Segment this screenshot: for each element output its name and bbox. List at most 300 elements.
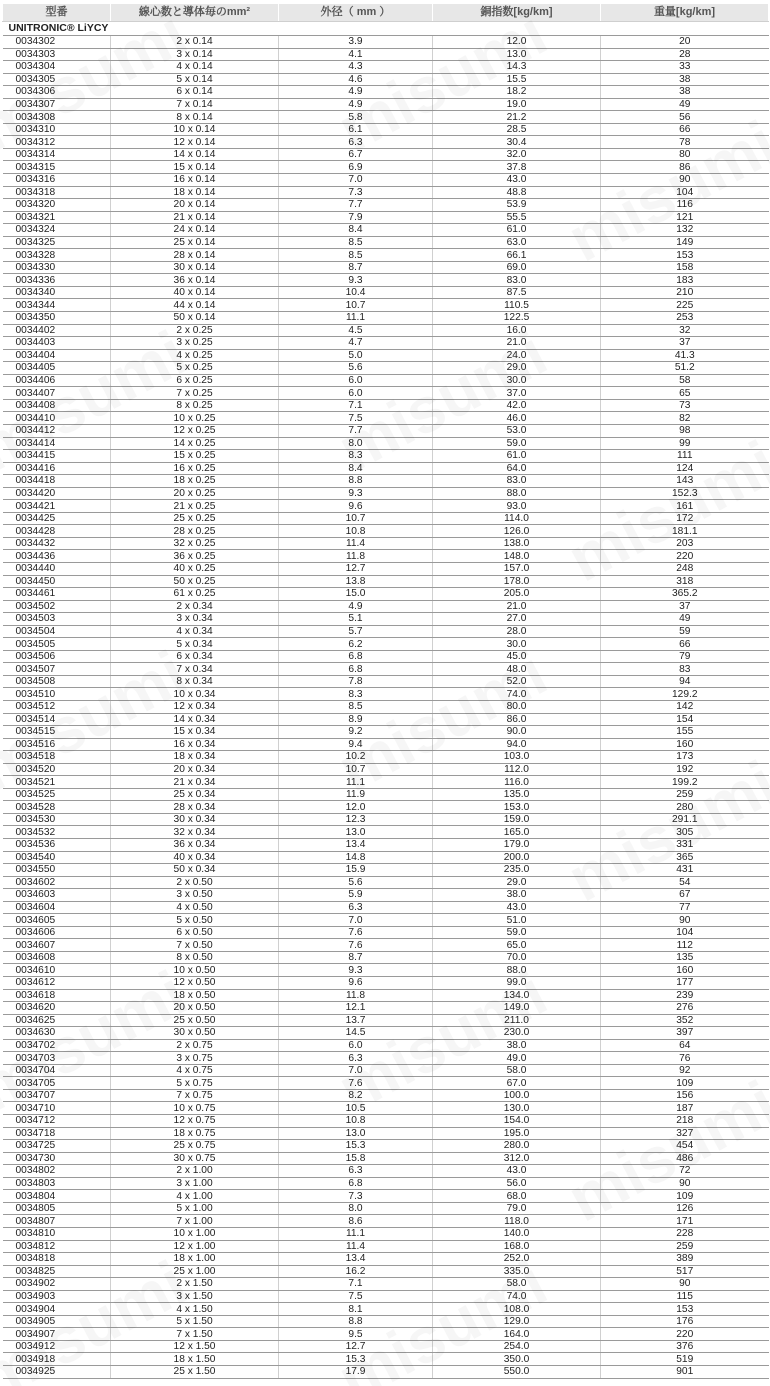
table-row [3,650,769,663]
cell-part-number: 0034515 [3,726,111,739]
table-row [3,500,769,513]
cell-weight: 73 [601,399,769,412]
header-weight: 重量[kg/km] [601,4,769,22]
cell-weight: 86 [601,161,769,174]
table-row [3,362,769,375]
table-row [3,1014,769,1027]
cell-part-number: 0034710 [3,1102,111,1115]
cell-cores: 7 x 1.50 [111,1328,279,1341]
cell-copper-index: 52.0 [433,675,601,688]
cell-outer-diameter: 13.0 [279,1127,433,1140]
cell-outer-diameter: 7.1 [279,399,433,412]
cell-part-number: 0034324 [3,224,111,237]
cell-part-number: 0034730 [3,1152,111,1165]
table-row [3,61,769,74]
cell-copper-index: 83.0 [433,475,601,488]
table-row [3,1278,769,1291]
cell-cores: 8 x 0.14 [111,111,279,124]
cell-copper-index: 164.0 [433,1328,601,1341]
cell-outer-diameter: 15.8 [279,1152,433,1165]
cell-outer-diameter: 11.8 [279,989,433,1002]
cell-weight: 90 [601,1177,769,1190]
cell-outer-diameter: 8.5 [279,700,433,713]
cell-weight: 65 [601,387,769,400]
cell-copper-index: 118.0 [433,1215,601,1228]
cell-outer-diameter: 8.0 [279,1202,433,1215]
cell-weight: 79 [601,650,769,663]
cell-weight: 153 [601,1303,769,1316]
cell-cores: 2 x 0.75 [111,1039,279,1052]
cell-cores: 14 x 0.14 [111,148,279,161]
cell-weight: 135 [601,951,769,964]
cell-cores: 3 x 0.50 [111,889,279,902]
cell-outer-diameter: 11.1 [279,312,433,325]
cell-cores: 5 x 0.25 [111,362,279,375]
cell-cores: 50 x 0.25 [111,575,279,588]
cell-cores: 15 x 0.25 [111,450,279,463]
cell-weight: 171 [601,1215,769,1228]
cell-weight: 132 [601,224,769,237]
cell-cores: 25 x 1.00 [111,1265,279,1278]
cell-weight: 248 [601,562,769,575]
cell-copper-index: 86.0 [433,713,601,726]
cell-cores: 3 x 0.25 [111,337,279,350]
cell-weight: 51.2 [601,362,769,375]
cell-copper-index: 28.5 [433,123,601,136]
table-row [3,1002,769,1015]
table-row [3,1165,769,1178]
cell-outer-diameter: 9.3 [279,274,433,287]
cable-spec-table [2,4,769,1379]
cell-outer-diameter: 8.0 [279,437,433,450]
cell-copper-index: 55.5 [433,211,601,224]
cell-cores: 8 x 0.34 [111,675,279,688]
cell-part-number: 0034912 [3,1340,111,1353]
cell-cores: 3 x 0.75 [111,1052,279,1065]
cell-part-number: 0034802 [3,1165,111,1178]
cell-weight: 161 [601,500,769,513]
cell-weight: 82 [601,412,769,425]
cell-weight: 431 [601,864,769,877]
cell-copper-index: 74.0 [433,688,601,701]
cell-cores: 10 x 0.50 [111,964,279,977]
cell-part-number: 0034907 [3,1328,111,1341]
cell-part-number: 0034505 [3,638,111,651]
cell-part-number: 0034514 [3,713,111,726]
cell-part-number: 0034516 [3,738,111,751]
cell-weight: 228 [601,1227,769,1240]
cell-cores: 10 x 0.25 [111,412,279,425]
cell-copper-index: 13.0 [433,48,601,61]
cell-part-number: 0034520 [3,763,111,776]
cell-part-number: 0034550 [3,864,111,877]
cell-copper-index: 312.0 [433,1152,601,1165]
cell-weight: 28 [601,48,769,61]
table-row [3,738,769,751]
cell-cores: 18 x 1.00 [111,1253,279,1266]
table-row [3,1265,769,1278]
cell-copper-index: 88.0 [433,964,601,977]
cell-outer-diameter: 13.4 [279,1253,433,1266]
table-row [3,512,769,525]
cell-part-number: 0034403 [3,337,111,350]
cell-cores: 12 x 1.00 [111,1240,279,1253]
cell-part-number: 0034502 [3,600,111,613]
cell-outer-diameter: 6.8 [279,663,433,676]
cell-outer-diameter: 7.6 [279,1077,433,1090]
cell-outer-diameter: 7.1 [279,1278,433,1291]
cell-part-number: 0034328 [3,249,111,262]
table-row [3,751,769,764]
cell-part-number: 0034902 [3,1278,111,1291]
cell-weight: 183 [601,274,769,287]
cell-cores: 7 x 0.14 [111,98,279,111]
cell-weight: 116 [601,199,769,212]
cell-outer-diameter: 8.4 [279,224,433,237]
cell-weight: 176 [601,1315,769,1328]
cell-copper-index: 12.0 [433,36,601,49]
table-row [3,36,769,49]
cell-part-number: 0034807 [3,1215,111,1228]
cell-copper-index: 69.0 [433,261,601,274]
cell-outer-diameter: 10.7 [279,763,433,776]
cell-cores: 10 x 0.75 [111,1102,279,1115]
cell-weight: 56 [601,111,769,124]
table-row [3,1190,769,1203]
cell-cores: 5 x 0.14 [111,73,279,86]
cell-part-number: 0034607 [3,939,111,952]
cell-outer-diameter: 6.3 [279,1165,433,1178]
cell-weight: 187 [601,1102,769,1115]
table-row [3,1340,769,1353]
cell-weight: 153 [601,249,769,262]
cell-part-number: 0034532 [3,826,111,839]
cell-outer-diameter: 5.9 [279,889,433,902]
table-row [3,688,769,701]
cell-cores: 16 x 0.14 [111,174,279,187]
cell-cores: 2 x 0.25 [111,324,279,337]
table-row [3,199,769,212]
cell-cores: 4 x 0.25 [111,349,279,362]
cell-cores: 12 x 0.75 [111,1115,279,1128]
cell-copper-index: 38.0 [433,1039,601,1052]
table-row [3,437,769,450]
cell-cores: 4 x 0.14 [111,61,279,74]
cell-part-number: 0034340 [3,286,111,299]
cell-outer-diameter: 7.3 [279,1190,433,1203]
table-row [3,726,769,739]
cell-cores: 4 x 0.34 [111,625,279,638]
cell-outer-diameter: 6.3 [279,1052,433,1065]
cell-cores: 20 x 0.25 [111,487,279,500]
table-row [3,475,769,488]
cell-copper-index: 157.0 [433,562,601,575]
cell-outer-diameter: 5.1 [279,613,433,626]
cell-outer-diameter: 6.0 [279,1039,433,1052]
cell-weight: 41.3 [601,349,769,362]
header-cores-cross-section: 線心数と導体毎のmm² [111,4,279,22]
cell-cores: 3 x 0.14 [111,48,279,61]
cell-copper-index: 14.3 [433,61,601,74]
cell-copper-index: 112.0 [433,763,601,776]
cell-part-number: 0034510 [3,688,111,701]
cell-copper-index: 53.0 [433,424,601,437]
cell-copper-index: 140.0 [433,1227,601,1240]
table-row [3,450,769,463]
cell-cores: 25 x 0.34 [111,788,279,801]
cell-weight: 181.1 [601,525,769,538]
cell-cores: 10 x 1.00 [111,1227,279,1240]
table-row [3,675,769,688]
cell-copper-index: 178.0 [433,575,601,588]
cell-weight: 32 [601,324,769,337]
table-row [3,801,769,814]
cell-copper-index: 51.0 [433,914,601,927]
cell-outer-diameter: 7.5 [279,412,433,425]
table-header-row [3,4,769,22]
table-row [3,274,769,287]
table-row [3,613,769,626]
table-row [3,224,769,237]
cell-part-number: 0034605 [3,914,111,927]
cell-outer-diameter: 4.1 [279,48,433,61]
table-row [3,914,769,927]
cell-weight: 155 [601,726,769,739]
cell-copper-index: 93.0 [433,500,601,513]
table-row [3,161,769,174]
cell-cores: 18 x 0.34 [111,751,279,764]
cell-weight: 109 [601,1077,769,1090]
cell-cores: 7 x 0.34 [111,663,279,676]
cell-weight: 152.3 [601,487,769,500]
cell-weight: 376 [601,1340,769,1353]
cell-part-number: 0034350 [3,312,111,325]
cell-part-number: 0034540 [3,851,111,864]
cell-outer-diameter: 15.9 [279,864,433,877]
cell-part-number: 0034508 [3,675,111,688]
cell-cores: 24 x 0.14 [111,224,279,237]
spec-table-page [0,4,770,1386]
cell-part-number: 0034412 [3,424,111,437]
cell-copper-index: 32.0 [433,148,601,161]
cell-copper-index: 159.0 [433,813,601,826]
cell-part-number: 0034536 [3,839,111,852]
cell-outer-diameter: 14.8 [279,851,433,864]
table-row [3,951,769,964]
cell-part-number: 0034610 [3,964,111,977]
cell-outer-diameter: 17.9 [279,1365,433,1378]
table-row [3,412,769,425]
cell-copper-index: 100.0 [433,1089,601,1102]
table-row [3,387,769,400]
cell-part-number: 0034330 [3,261,111,274]
cell-weight: 126 [601,1202,769,1215]
cell-weight: 104 [601,926,769,939]
cell-copper-index: 254.0 [433,1340,601,1353]
cell-outer-diameter: 7.6 [279,939,433,952]
cell-part-number: 0034818 [3,1253,111,1266]
cell-part-number: 0034504 [3,625,111,638]
cell-part-number: 0034925 [3,1365,111,1378]
cell-weight: 218 [601,1115,769,1128]
cell-part-number: 0034507 [3,663,111,676]
cell-outer-diameter: 4.3 [279,61,433,74]
cell-cores: 25 x 1.50 [111,1365,279,1378]
table-row [3,349,769,362]
table-row [3,174,769,187]
cell-outer-diameter: 4.6 [279,73,433,86]
cell-part-number: 0034620 [3,1002,111,1015]
cell-cores: 16 x 0.25 [111,462,279,475]
cell-weight: 318 [601,575,769,588]
cell-part-number: 0034308 [3,111,111,124]
table-row [3,261,769,274]
cell-cores: 12 x 0.14 [111,136,279,149]
cell-cores: 18 x 0.25 [111,475,279,488]
cell-outer-diameter: 6.7 [279,148,433,161]
cell-weight: 199.2 [601,776,769,789]
cell-part-number: 0034905 [3,1315,111,1328]
cell-outer-diameter: 11.4 [279,1240,433,1253]
cell-cores: 2 x 1.50 [111,1278,279,1291]
cell-cores: 8 x 0.50 [111,951,279,964]
cell-part-number: 0034314 [3,148,111,161]
cell-copper-index: 68.0 [433,1190,601,1203]
cell-weight: 83 [601,663,769,676]
cell-outer-diameter: 8.6 [279,1215,433,1228]
cell-outer-diameter: 6.9 [279,161,433,174]
cell-cores: 10 x 0.34 [111,688,279,701]
cell-outer-diameter: 5.6 [279,876,433,889]
cell-outer-diameter: 11.9 [279,788,433,801]
cell-weight: 64 [601,1039,769,1052]
cell-weight: 37 [601,600,769,613]
cell-cores: 25 x 0.75 [111,1140,279,1153]
cell-cores: 32 x 0.25 [111,537,279,550]
cell-copper-index: 88.0 [433,487,601,500]
cell-copper-index: 108.0 [433,1303,601,1316]
cell-weight: 124 [601,462,769,475]
cell-cores: 50 x 0.34 [111,864,279,877]
table-row [3,299,769,312]
cell-outer-diameter: 11.4 [279,537,433,550]
cell-copper-index: 30.4 [433,136,601,149]
cell-outer-diameter: 8.1 [279,1303,433,1316]
table-row [3,1077,769,1090]
cell-cores: 18 x 0.14 [111,186,279,199]
section-row [3,22,769,36]
cell-cores: 40 x 0.14 [111,286,279,299]
cell-cores: 5 x 1.00 [111,1202,279,1215]
cell-weight: 220 [601,550,769,563]
cell-weight: 111 [601,450,769,463]
cell-weight: 92 [601,1064,769,1077]
cell-copper-index: 18.2 [433,86,601,99]
table-row [3,1127,769,1140]
cell-part-number: 0034421 [3,500,111,513]
cell-part-number: 0034310 [3,123,111,136]
table-row [3,374,769,387]
table-row [3,1140,769,1153]
cell-outer-diameter: 10.8 [279,525,433,538]
cell-copper-index: 90.0 [433,726,601,739]
cell-copper-index: 149.0 [433,1002,601,1015]
cell-cores: 6 x 0.50 [111,926,279,939]
cell-outer-diameter: 5.6 [279,362,433,375]
cell-cores: 30 x 0.75 [111,1152,279,1165]
cell-copper-index: 103.0 [433,751,601,764]
cell-part-number: 0034325 [3,236,111,249]
cell-weight: 305 [601,826,769,839]
cell-weight: 49 [601,613,769,626]
cell-part-number: 0034315 [3,161,111,174]
table-row [3,638,769,651]
cell-outer-diameter: 8.5 [279,236,433,249]
table-row [3,324,769,337]
cell-cores: 28 x 0.25 [111,525,279,538]
cell-part-number: 0034414 [3,437,111,450]
table-row [3,1089,769,1102]
cell-weight: 104 [601,186,769,199]
cell-weight: 112 [601,939,769,952]
table-row [3,1052,769,1065]
cell-weight: 220 [601,1328,769,1341]
cell-cores: 61 x 0.25 [111,588,279,601]
cell-part-number: 0034608 [3,951,111,964]
cell-cores: 15 x 0.14 [111,161,279,174]
cell-outer-diameter: 7.0 [279,914,433,927]
table-body [3,22,769,1379]
cell-weight: 365 [601,851,769,864]
cell-outer-diameter: 8.5 [279,249,433,262]
cell-outer-diameter: 7.9 [279,211,433,224]
table-row [3,98,769,111]
cell-copper-index: 61.0 [433,450,601,463]
cell-part-number: 0034404 [3,349,111,362]
cell-outer-diameter: 8.7 [279,261,433,274]
cell-outer-diameter: 9.3 [279,964,433,977]
cell-part-number: 0034707 [3,1089,111,1102]
cell-weight: 173 [601,751,769,764]
cell-outer-diameter: 15.3 [279,1140,433,1153]
cell-part-number: 0034525 [3,788,111,801]
cell-weight: 109 [601,1190,769,1203]
table-row [3,1303,769,1316]
cell-outer-diameter: 4.9 [279,86,433,99]
cell-cores: 40 x 0.25 [111,562,279,575]
cell-part-number: 0034521 [3,776,111,789]
cell-part-number: 0034725 [3,1140,111,1153]
cell-copper-index: 65.0 [433,939,601,952]
cell-weight: 259 [601,788,769,801]
header-copper-index: 銅指数[kg/km] [433,4,601,22]
table-row [3,136,769,149]
cell-outer-diameter: 6.8 [279,650,433,663]
table-row [3,763,769,776]
cell-copper-index: 58.0 [433,1064,601,1077]
cell-cores: 3 x 1.00 [111,1177,279,1190]
cell-copper-index: 168.0 [433,1240,601,1253]
table-row [3,186,769,199]
cell-outer-diameter: 8.8 [279,1315,433,1328]
table-row [3,537,769,550]
cell-copper-index: 205.0 [433,588,601,601]
cell-outer-diameter: 8.9 [279,713,433,726]
cell-outer-diameter: 9.4 [279,738,433,751]
cell-part-number: 0034418 [3,475,111,488]
cell-copper-index: 28.0 [433,625,601,638]
cell-part-number: 0034461 [3,588,111,601]
